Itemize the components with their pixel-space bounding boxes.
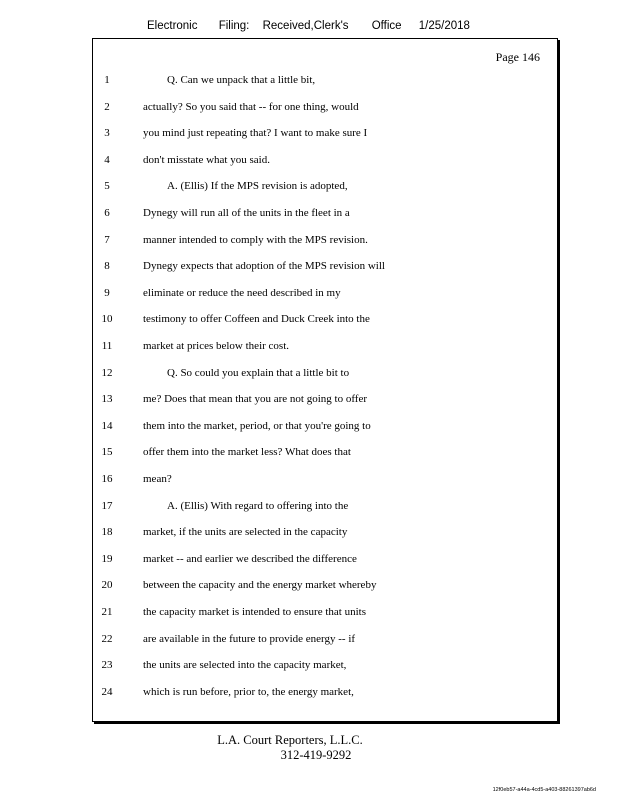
- line-number: 17: [101, 499, 113, 512]
- line-number: 8: [104, 260, 110, 273]
- line-text: the capacity market is intended to ensure that units: [143, 606, 366, 618]
- court-reporter-name: L.A. Court Reporters, L.L.C.: [217, 733, 363, 747]
- line-number: 13: [101, 393, 113, 406]
- filing-stamp-header: [147, 20, 470, 32]
- line-number: 20: [101, 579, 113, 592]
- page-number: Page 146: [495, 50, 540, 64]
- line-number: 23: [101, 659, 113, 672]
- line-number: 9: [104, 286, 110, 299]
- line-text: between the capacity and the energy market whereby: [143, 579, 377, 592]
- line-number: 7: [104, 233, 110, 246]
- filing-stamp-word: Electronic: [147, 20, 198, 32]
- line-number: 14: [101, 419, 113, 432]
- line-number: 15: [101, 446, 113, 459]
- line-number: 6: [104, 207, 110, 219]
- line-number: 3: [104, 127, 110, 140]
- filing-stamp-word: Office: [371, 20, 402, 32]
- line-text: Q. Can we unpack that a little bit,: [167, 74, 316, 86]
- line-text: market -- and earlier we described the difference: [143, 552, 357, 565]
- line-number: 16: [101, 473, 113, 485]
- line-number: 19: [101, 552, 113, 565]
- line-text: testimony to offer Coffeen and Duck Creek into the: [143, 313, 370, 326]
- line-text: market, if the units are selected in the capacity: [143, 526, 348, 539]
- line-text: don't misstate what you said.: [143, 153, 270, 166]
- filing-stamp-word: Received,Clerk's: [262, 20, 349, 32]
- line-text: you mind just repeating that? I want to make sure I: [143, 127, 368, 140]
- document-hash: 12f0eb57-a44a-4cd5-a403-88261397ab6d: [492, 787, 596, 793]
- line-text: mean?: [143, 473, 172, 485]
- line-text: manner intended to comply with the MPS revision.: [143, 233, 368, 246]
- line-text: market at prices below their cost.: [143, 340, 290, 352]
- line-number: 5: [104, 180, 110, 193]
- line-number: 11: [101, 340, 113, 352]
- line-number: 22: [101, 632, 113, 645]
- line-text: Q. So could you explain that a little bit to: [167, 366, 350, 379]
- line-text: A. (Ellis) With regard to offering into the: [167, 499, 349, 512]
- line-number: 10: [101, 313, 113, 326]
- line-number: 1: [104, 74, 110, 86]
- line-number: 2: [104, 100, 110, 113]
- filing-stamp-word: Filing:: [218, 20, 250, 32]
- line-text: offer them into the market less? What does that: [143, 446, 351, 459]
- line-text: A. (Ellis) If the MPS revision is adopted,: [167, 180, 348, 193]
- line-number: 12: [101, 366, 113, 379]
- line-text: eliminate or reduce the need described in my: [143, 286, 341, 299]
- line-text: them into the market, period, or that you're going to: [143, 419, 371, 432]
- line-text: Dynegy expects that adoption of the MPS revision will: [143, 260, 385, 273]
- line-text: me? Does that mean that you are not going to offer: [143, 393, 368, 406]
- line-number: 18: [101, 526, 113, 539]
- line-text: are available in the future to provide energy -- if: [143, 632, 356, 645]
- line-text: the units are selected into the capacity market,: [143, 659, 347, 672]
- filing-stamp-date: 1/25/2018: [418, 20, 470, 32]
- line-text: actually? So you said that -- for one thing, would: [143, 100, 359, 113]
- line-text: Dynegy will run all of the units in the fleet in a: [143, 207, 350, 219]
- line-number: 24: [101, 685, 113, 698]
- line-number: 4: [104, 153, 110, 166]
- court-reporter-phone: 312-419-9292: [280, 748, 352, 762]
- line-text: which is run before, prior to, the energy market,: [143, 685, 354, 698]
- line-number: 21: [101, 606, 113, 618]
